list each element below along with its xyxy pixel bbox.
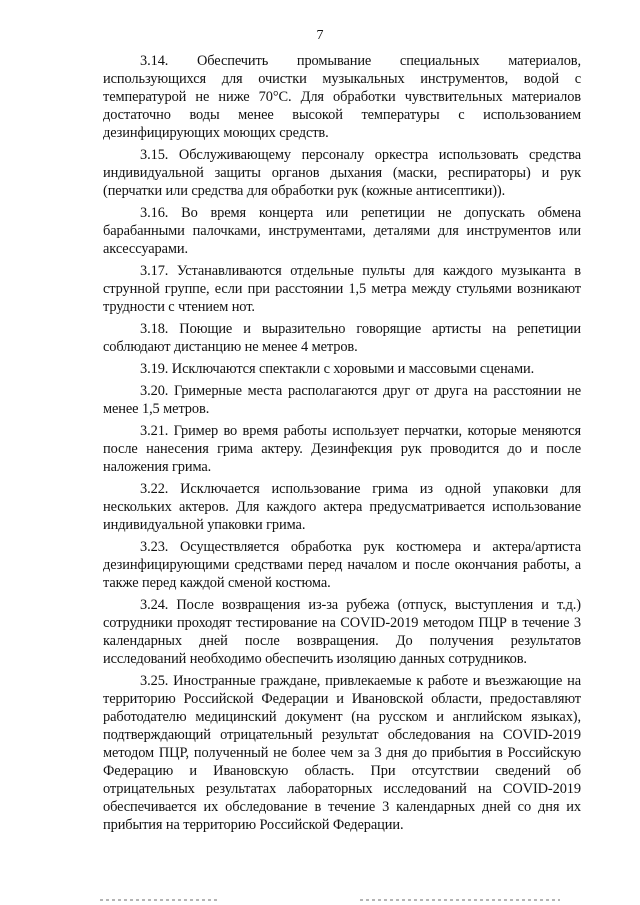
paragraph-3-25: 3.25. Иностранные граждане, привлекаемые к работе и въезжающие на территорию Российской Федерации и Ивановской области, предоставляют работодателю медицинский документ (на русском и английском языках), подтверждающий отрицательный результат обследования на COVID-2019 методом ПЦР, полученный не более чем за 3 дня до прибытия в Российскую Федерацию и Ивановскую область. При отсутствии сведений об отрицательных результатах лабораторных исследований на COVID-2019 обеспечивается их обследование в течение 3 календарных дней со дня их прибытия на территорию Российской Федерации.: [103, 673, 581, 833]
paragraph-3-18: 3.18. Поющие и выразительно говорящие артисты на репетиции соблюдают дистанцию не менее 4 метров.: [103, 321, 581, 355]
paragraph-3-23: 3.23. Осуществляется обработка рук костюмера и актера/артиста дезинфицирующими средствами перед началом и после окончания работы, а также перед каждой сменой костюма.: [103, 539, 581, 591]
paragraph-3-14: 3.14. Обеспечить промывание специальных материалов, использующихся для очистки музыкальных инструментов, водой с температурой не ниже 70°С. Для обработки чувствительных материалов достаточно воды менее высокой температуры с использованием дезинфицирующих моющих средств.: [103, 53, 581, 141]
paragraph-3-15: 3.15. Обслуживающему персоналу оркестра использовать средства индивидуальной защиты органов дыхания (маски, респираторы) и рук (перчатки или средства для обработки рук (кожные антисептики)).: [103, 147, 581, 199]
paragraph-3-22: 3.22. Исключается использование грима из одной упаковки для нескольких актеров. Для каждого актера предусматривается использование индивидуальной упаковки грима.: [103, 481, 581, 533]
paragraph-3-24: 3.24. После возвращения из-за рубежа (отпуск, выступления и т.д.) сотрудники проходят тестирование на COVID-2019 методом ПЦР в течение 3 календарных дней после возвращения. До получения результатов исследований необходимо обеспечить изоляцию данных сотрудников.: [103, 597, 581, 667]
scan-artifact-left: [100, 899, 220, 901]
paragraph-3-21: 3.21. Гример во время работы использует перчатки, которые меняются после нанесения грима актеру. Дезинфекция рук проводится до и после наложения грима.: [103, 423, 581, 475]
document-body: [103, 52, 581, 838]
paragraph-3-16: 3.16. Во время концерта или репетиции не допускать обмена барабанными палочками, инструментами, деталями для инструментов или аксессуарами.: [103, 205, 581, 257]
paragraph-3-19: 3.19. Исключаются спектакли с хоровыми и массовыми сценами.: [140, 361, 535, 377]
paragraph-3-20: 3.20. Гримерные места располагаются друг от друга на расстоянии не менее 1,5 метров.: [103, 383, 581, 417]
page-number: 7: [316, 28, 324, 43]
paragraph-3-17: 3.17. Устанавливаются отдельные пульты для каждого музыканта в струнной группе, если при расстоянии 1,5 метра между стульями возникают трудности с чтением нот.: [103, 263, 581, 315]
scan-artifact-right: [360, 899, 560, 901]
